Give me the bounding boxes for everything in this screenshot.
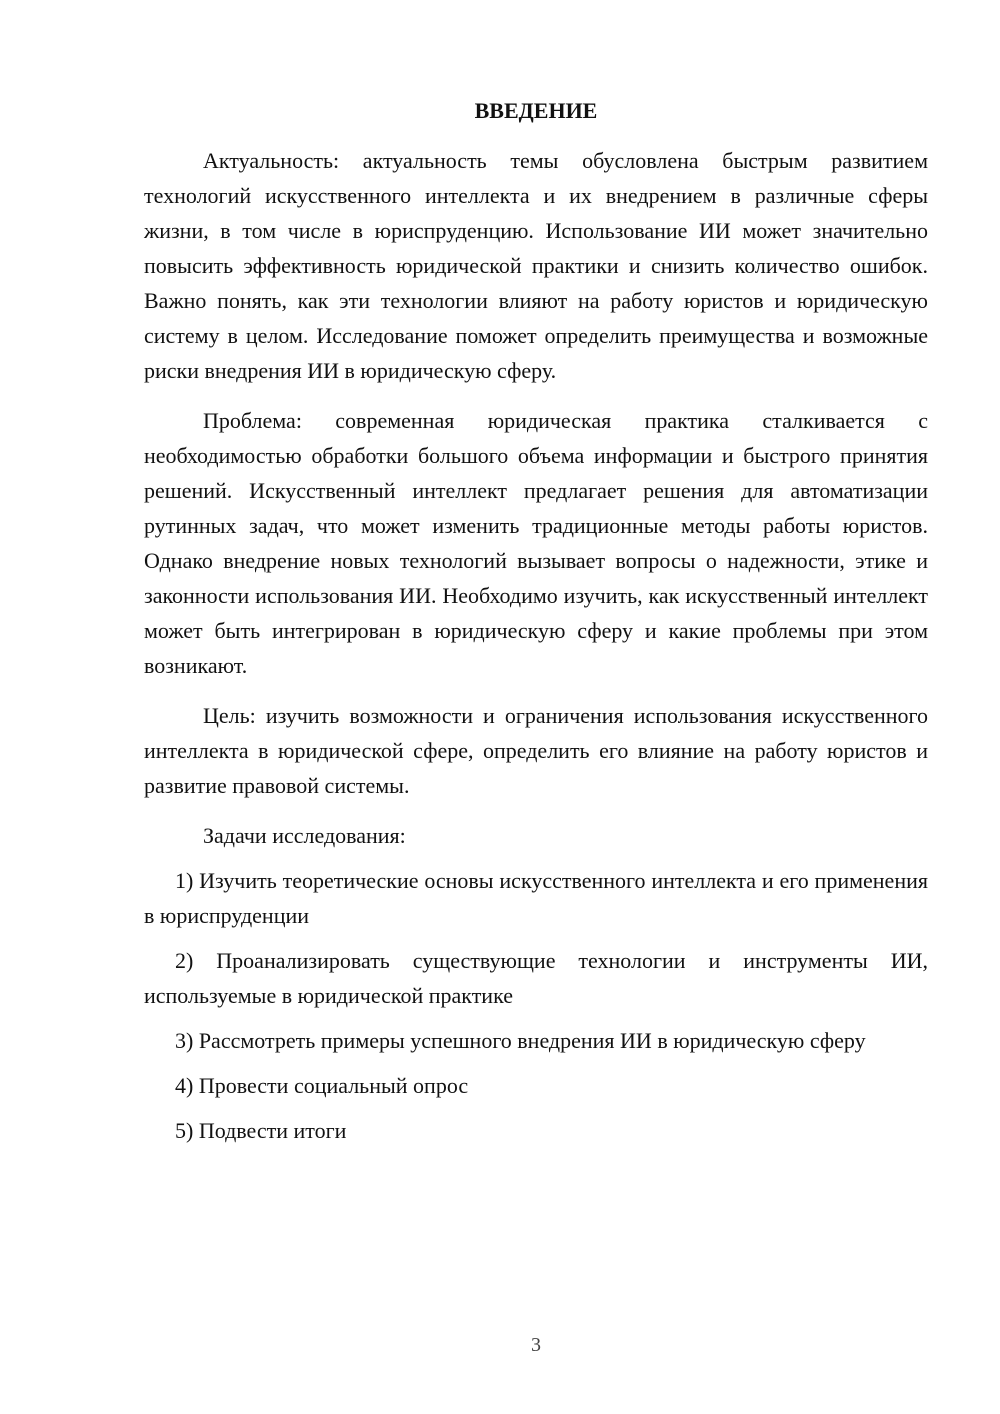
task-item: 5) Подвести итоги xyxy=(175,1118,347,1143)
page-number: 3 xyxy=(531,1334,541,1356)
tasks-label: Задачи исследования: xyxy=(203,823,406,848)
section-heading: ВВЕДЕНИЕ xyxy=(474,98,598,123)
relevance-paragraph: Актуальность: актуальность темы обусловлена быстрым развитием технологий искусственного интеллекта и их внедрением в различные сферы жизни, в том числе в юриспруденцию. Использование ИИ может значительно повысить эффективность юридической практики и снизить количество ошибок. Важно понять, как эти технологии влияют на работу юристов и юридическую систему в целом. Исследование поможет определить преимущества и возможные риски внедрения ИИ в юридическую сферу. xyxy=(144,148,928,383)
document-page xyxy=(144,95,928,1158)
problem-paragraph: Проблема: современная юридическая практика сталкивается с необходимостью обработки большого объема информации и быстрого принятия решений. Искусственный интеллект предлагает решения для автоматизации рутинных задач, что может изменить традиционные методы работы юристов. Однако внедрение новых технологий вызывает вопросы о надежности, этике и законности использования ИИ. Необходимо изучить, как искусственный интеллект может быть интегрирован в юридическую сферу и какие проблемы при этом возникают. xyxy=(144,408,928,678)
goal-paragraph: Цель: изучить возможности и ограничения использования искусственного интеллекта в юридической сфере, определить его влияние на работу юристов и развитие правовой системы. xyxy=(144,703,928,798)
task-item: 1) Изучить теоретические основы искусственного интеллекта и его применения в юриспруденции xyxy=(144,868,928,928)
task-item: 3) Рассмотреть примеры успешного внедрения ИИ в юридическую сферу xyxy=(175,1028,866,1053)
task-item: 2) Проанализировать существующие технологии и инструменты ИИ, используемые в юридической практике xyxy=(144,948,928,1008)
task-item: 4) Провести социальный опрос xyxy=(175,1073,469,1098)
